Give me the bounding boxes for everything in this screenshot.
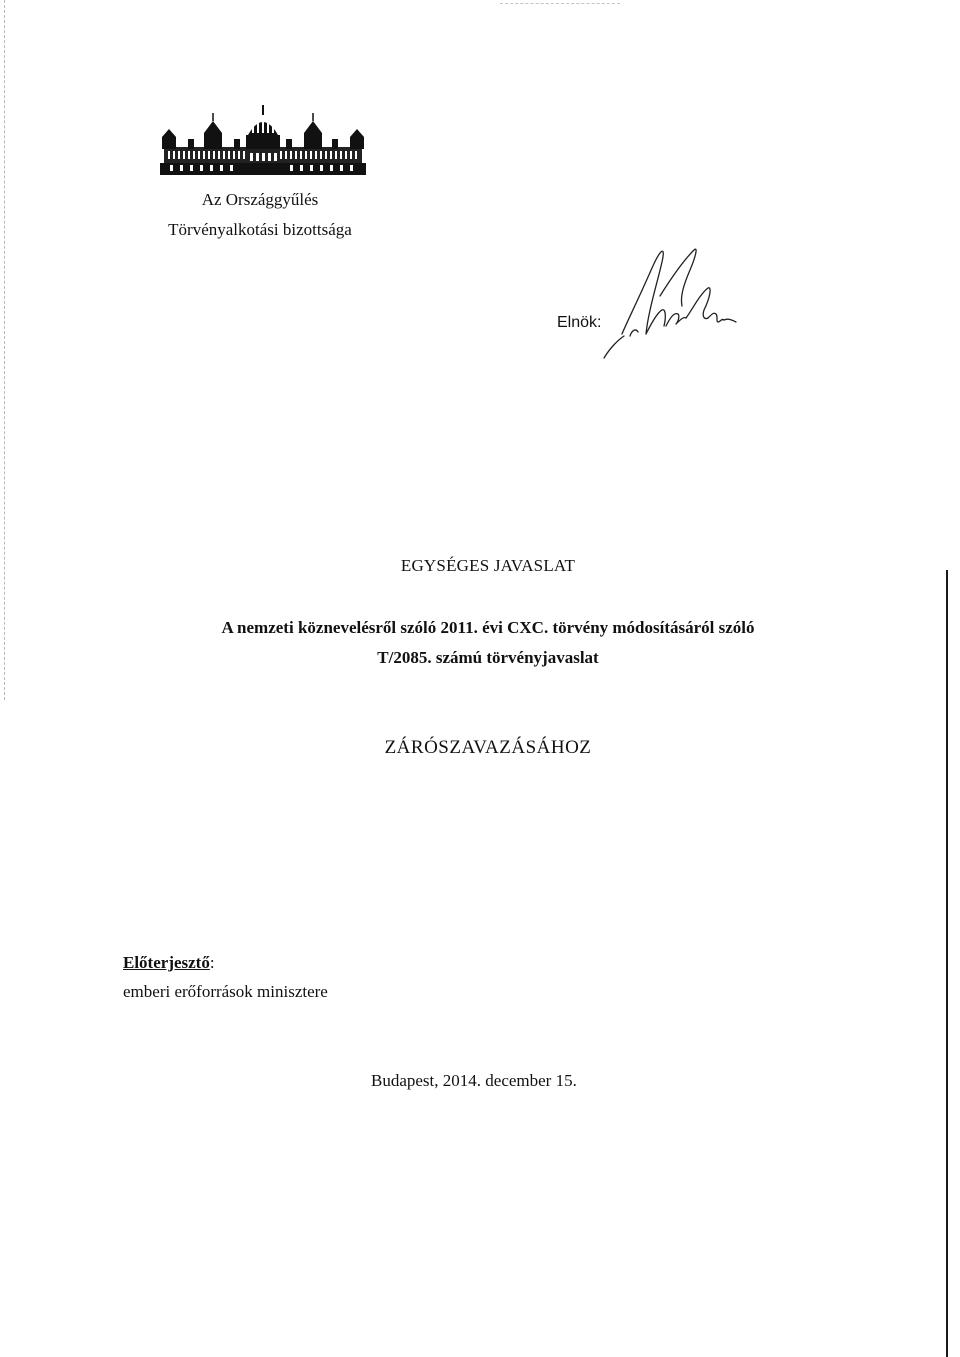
chairman-label: Elnök: [557, 314, 602, 331]
bill-title-line-2: T/2085. számú törvényjavaslat [377, 648, 599, 667]
presenter-label-text: Előterjesztő [123, 953, 210, 972]
place-and-date: Budapest, 2014. december 15. [371, 1071, 577, 1090]
scan-artifact-left [4, 0, 5, 700]
committee-name: Törvényalkotási bizottsága [168, 220, 352, 239]
final-vote-heading: ZÁRÓSZAVAZÁSÁHOZ [384, 737, 592, 758]
presenter-label-colon: : [209, 953, 215, 972]
presenter-name: emberi erőforrások minisztere [123, 982, 328, 1001]
document-title: EGYSÉGES JAVASLAT [400, 556, 576, 575]
presenter-label [123, 953, 215, 973]
parliament-emblem-icon [160, 105, 366, 177]
bill-title-line-1: A nemzeti köznevelésről szóló 2011. évi CXC. törvény módosításáról szóló [221, 618, 755, 637]
signature-image [600, 240, 740, 365]
scan-artifact-right [946, 570, 948, 1357]
organization-name: Az Országgyűlés [201, 190, 319, 209]
scan-artifact-top [500, 3, 620, 4]
